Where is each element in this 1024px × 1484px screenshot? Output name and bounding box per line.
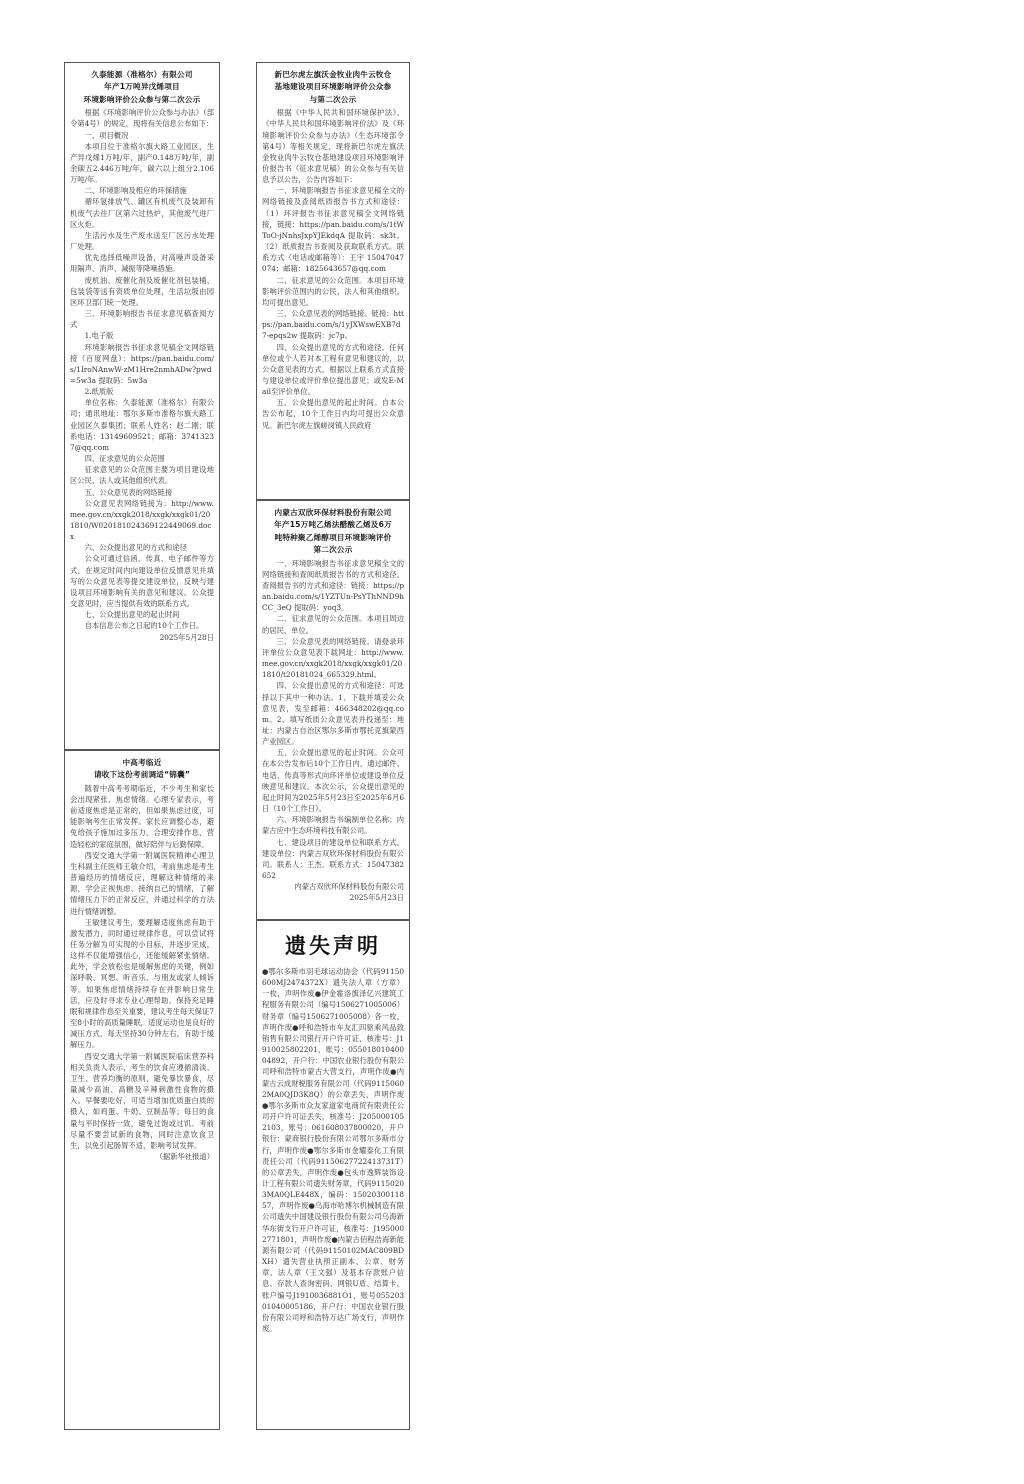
lost-declarations: [256, 920, 410, 1430]
notice-title: 内蒙古双欣环保材料股份有限公司 年产15万吨乙烯法醋酸乙烯及6万 吨特种聚乙烯醇项目环境影响评价 第二次公示: [274, 508, 392, 555]
notice-xinbaerhu: [256, 62, 410, 500]
notice-title: 久泰能源（准格尔）有限公司 年产1万吨异戊烯项目 环境影响评价公众参与第二次公示: [83, 70, 201, 104]
notice-date: 2025年5月28日: [159, 632, 214, 642]
article-exam-tips: [64, 750, 220, 1430]
lost-body: ●鄂尔多斯市羽毛球运动协会（代码91150600MJ2474372X）遗失法人章（方章）一枚，声明作废●伊金霍洛旗泽亿兴建筑工程服务有限公司（编号1506271005006）财务章（编号1506271005008）各一枚，声明作废●呼和浩特市车友汇四驱乘风品致销售有限公司银行开户许可证，核准号：J1910025802201，账号：05501801040004892，开户行：中国农业银行股份有限公司呼和浩特市蒙古大营支行，声明作废●内蒙古云成财税服务有限公司（代码91150602MA0QJD3K8Q）的公章丢失，声明作废●鄂尔多斯市众友家道家电商贸有限责任公司开户许可证丢失，核准号：J2050001052103，账号：061608037800020，开户银行：蒙商银行股份有限公司鄂尔多斯市分行，声明作废●鄂尔多斯市金耀泰化工有限责任公司（代码91150627722413731T）的公章丢失，声明作废●包头市逸辉装饰设计工程有限公司遗失财务章，代码91150203MA0QLE448X，编码：1502030011857，声明作废●乌海市哈博尔机械制造有限公司遗失中国建设银行股份有限公司乌海新华东街支行开户许可证，核准号：J1950002771801，声明作废●内蒙古佰程浩海新能源有限公司（代码91150102MAC809BDXH）遗失营业执照正副本、公章、财务章、法人章（王文强）及基本存款账户信息、存款人查询密码、网银U盾、结算卡，账户编号J1910036881O1，账号05520301040005186，开户行：中国农业银行股份有限公司呼和浩特万达广场支行，声明作废。: [262, 967, 404, 1333]
notice-body: 根据《中华人民共和国环境保护法》、《中华人民共和国环境影响评价法》及《环境影响评价公众参与办法》（生态环境部令第4号）等相关规定，现将新巴尔虎左旗沃金牧业肉牛云牧仓基地建设项目环境影响评价报告书（征求意见稿）的公众参与有关信息予以公告，公告内容如下： 一、环境影响报告书征求意见稿全文的网络链接及查阅纸质报告书方式和途径：（1）环评报告书征求意见稿全文网络链接，链接：https://pan.baidu.com/s/1tWToO-jNnhsJxpYJEkdqA 提取码：sk3t。（2）纸质报告书查阅及获取联系方式。联系方式（电话或邮箱等）：王宇 15047047074；邮箱：1825643657@qq.com 二、征求意见的公众范围。本项目环境影响评价范围内的公民、法人和其他组织，均可提出意见。 三、公众意见表的网络链接。链接：https://pan.baidu.com/s/1yJXWswEXB7d7-epqs2w 提取码：jc7p。 四、公众提出意见的方式和途径。任何单位或个人若对本工程有意见和建议的，以公众意见表的方式，根据以上联系方式直接与建设单位或评价单位提出意见；或发E-Mail至评价单位。 五、公众提出意见的起止时间。自本公告公布起，10个工作日内均可提出公众意见。新巴尔虎左旗嵯岗镇人民政府: [262, 108, 404, 430]
notice-title: 新巴尔虎左旗沃金牧业肉牛云牧仓 基地建设项目环境影响评价公众参 与第二次公示: [274, 70, 392, 104]
right-column: [256, 62, 410, 1430]
notice-shuangxin: [256, 500, 410, 920]
article-body: 随着中高考考期临近，不少考生和家长会出现紧张、焦虑情绪。心理专家表示，考前适度焦虑是正常的，但如果焦虑过度，可能影响考生正常发挥。家长应调整心态，避免给孩子施加过多压力，合理安排作息，营造轻松的家庭氛围，做好陪伴与后勤保障。 西安交通大学第一附属医院精神心理卫生科副主任医师王敏介绍，考前焦虑是考生普遍经历的情绪反应，理解这种情绪的来源，学会正视焦虑、接纳自己的情绪，了解情绪压力下的正常反应，并通过科学的方法进行情绪调整。 王敏建议考生，要理解适度焦虑有助于激发潜力，同时通过规律作息，可以尝试将任务分解为可实现的小目标，并逐步完成，这样不仅能增强信心，还能缓解紧张情绪。此外，学会放松也是缓解焦虑的关键，例如深呼吸、冥想、听音乐、与朋友或家人倾诉等。如果焦虑情绪持续存在并影响日常生活，应及时寻求专业心理帮助。保持充足睡眠和规律作息至关重要，建议考生每天保证7至8小时的高质量睡眠，适度运动也是良好的减压方式，每天坚持30分钟左右，有助于缓解压力。 西安交通大学第一附属医院临床营养科相关负责人表示，考生的饮食应遵循清淡、卫生、营养均衡的原则，避免暴饮暴食，尽量减少高油、高糖及辛辣刺激性食物的摄入。早餐要吃好，可适当增加优质蛋白质的摄入，如鸡蛋、牛奶、豆制品等；每日的食量与平时保持一致，避免过饱或过饥。考前尽量不要尝试新的食物，同时注意饮食卫生，以免引起肠胃不适，影响考试发挥。 （据新华社报道）: [70, 783, 214, 1161]
notice-jiutai: [64, 62, 220, 750]
notice-date: 2025年5月23日: [349, 893, 404, 903]
notice-body: 根据《环境影响评价公众参与办法》（部令第4号）的规定，现将有关信息公布如下： 一、项目概况 本项目位于准格尔旗大路工业园区，生产异戊烯1万吨/年，副产0.148万吨/年，副余碳五2.446万吨/年，碳六以上组分2.106万吨/年。 二、环境影响及相应的环保措施 循环氢排放气、罐区有机废气及装卸有机废气去往厂区第六过热炉，其他废气进厂区火炬。 生活污水及生产废水送至厂区污水处理厂处理。 优先选择低噪声设备，对高噪声设备采用隔声、消声、减振等降噪措施。 废机油、废催化剂及废催化剂包装桶、包装袋等送有资质单位处理，生活垃圾由园区环卫部门统一处理。 三、环境影响报告书征求意见稿查阅方式 1.电子版 环境影响报告书征求意见稿全文网络链接（百度网盘）：https://pan.baidu.com/s/1IroNAnwW-zM1Hre2nmhADw?pwd=5w3a 提取码：5w3a 2.纸质版 单位名称：久泰能源（准格尔）有限公司；通讯地址：鄂尔多斯市准格尔旗大路工业园区久泰集团；联系人姓名：赵二刚；联系电话：13149609521；邮箱：37413237@qq.com 四、征求意见的公众范围 征求意见的公众范围主要为项目建设地区公民、法人或其他组织代表。 五、公众意见表的网络链接 公众意见表网络链接为：http://www.mee.gov.cn/xxgk2018/xxgk/xxgk01/201810/W020181024369122449069.docx 六、公众提出意见的方式和途径 公众可通过信函、传真、电子邮件等方式，在规定时间内向建设单位反馈意见并填写的公众意见表等提交建设单位，反映与建设项目环境影响有关的意见和建议。公众提交意见时，应当提供有效的联系方式。 七、公众提出意见的起止时间 自本信息公布之日起的10个工作日。 2025年5月28日: [70, 108, 214, 642]
lost-heading: 遗失声明: [285, 934, 381, 958]
notice-body: 一、环境影响报告书征求意见稿全文的网络链接和查阅纸质报告书的方式和途径。查阅报告书的方式和途径：链接：https://pan.baidu.com/s/1YZTUn-PsYThNND9hCC_3eQ 提取码：yoq3。 二、征求意见的公众范围。本项目周边的居民、单位。 三、公众意见表的网络链接。请登录环评单位公众意见表下载网址：http://www.mee.gov.cn/xxgk2018/xxgk/xxgk01/201810/t20181024_665329.html。 四、公众提出意见的方式和途径：可选择以下其中一种办法。1、下载并填妥公众意见表，发至邮箱：466348202@qq.com。2、填写纸质公众意见表并投递至：地址：内蒙古自治区鄂尔多斯市鄂托克旗蒙西产业园区。 五、公众提出意见的起止时间。公众可在本公告发布后10个工作日内，通过邮件、电话、传真等形式向环评单位或建设单位反映意见和建议。本次公示，公众提出意见的起止时间为2025年5月23日至2025年6月6日（10个工作日）。 六、环境影响报告书编制单位名称：内蒙古应中生态环境科技有限公司。 七、建设项目的建设单位和联系方式。建设单位：内蒙古双欣环保材料股份有限公司。联系人：王杰。联系方式：15047382652 内蒙古双欣环保材料股份有限公司 2025年5月23日: [262, 558, 404, 903]
notice-signature: 内蒙古双欣环保材料股份有限公司: [294, 882, 404, 892]
article-title: 中高考临近 请收下这份考前调适“锦囊”: [93, 758, 191, 780]
left-column: [64, 62, 220, 1430]
article-source: （据新华社报道）: [155, 1151, 214, 1161]
